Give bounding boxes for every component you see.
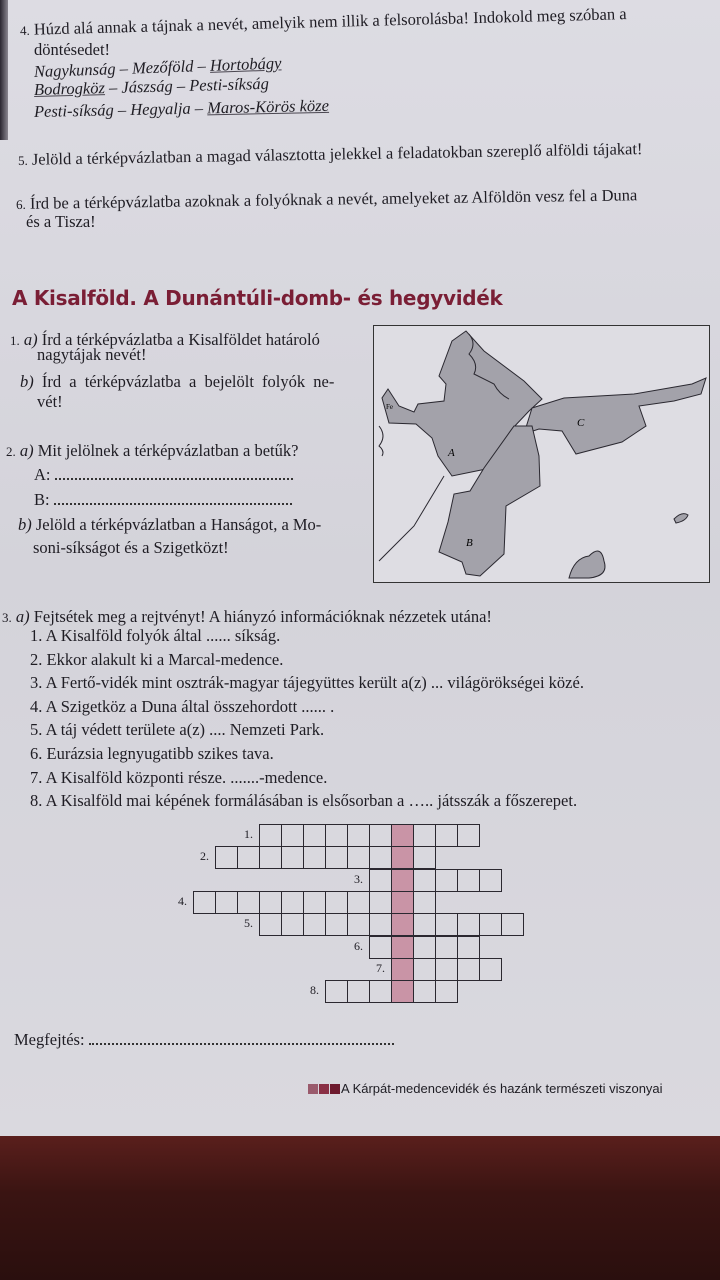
clue-item: 3. A Fertő-vidék mint osztrák-magyar tájegyüttes került a(z) ... világörökségei közé. xyxy=(30,673,584,693)
crossword-row-number: 6. xyxy=(354,938,363,953)
sub-label: b) xyxy=(18,515,32,534)
crossword-cell[interactable] xyxy=(369,846,392,869)
crossword-cell[interactable] xyxy=(215,846,238,869)
task4-text: Húzd alá annak a tájnak a nevét, amelyik nem illik a felsorolásba! Indokold meg szóban a xyxy=(33,4,627,39)
crossword-cell[interactable] xyxy=(325,913,348,936)
crossword-cell[interactable] xyxy=(369,869,392,892)
crossword-solution-cell[interactable] xyxy=(391,980,414,1003)
crossword-row-number: 1. xyxy=(244,827,253,841)
crossword-cell[interactable] xyxy=(303,846,326,869)
option: Pesti-síkság xyxy=(188,73,270,95)
footer-square-icon xyxy=(308,1084,318,1094)
option: Mezőföld xyxy=(131,56,194,78)
q2b-line2: soni-síkságot és a Szigetközt! xyxy=(33,538,229,557)
sub-label: a) xyxy=(19,441,34,460)
task-number: 4. xyxy=(19,22,30,38)
crossword-cell[interactable] xyxy=(325,824,348,847)
book-spine-shadow xyxy=(0,0,8,140)
crossword-cell[interactable] xyxy=(413,958,436,981)
crossword-cell[interactable] xyxy=(281,913,304,936)
option-underlined: Bodrogköz xyxy=(33,78,106,99)
crossword-cell[interactable] xyxy=(325,980,348,1003)
crossword-cell[interactable] xyxy=(237,846,260,869)
crossword-cell[interactable] xyxy=(413,913,436,936)
map-label-a: A xyxy=(448,447,455,459)
crossword-row-number: 8. xyxy=(310,983,319,998)
solution-row[interactable] xyxy=(14,1030,394,1050)
page-footer xyxy=(308,1081,663,1096)
crossword-cell[interactable] xyxy=(413,846,436,869)
separator: – xyxy=(113,99,131,120)
river-west xyxy=(379,426,383,456)
map-svg xyxy=(374,326,709,582)
crossword-cell[interactable] xyxy=(325,846,348,869)
crossword-cell[interactable] xyxy=(347,913,370,936)
footer-squares xyxy=(308,1081,341,1096)
footer-square-icon xyxy=(330,1084,340,1094)
option: Hegyalja xyxy=(130,98,191,119)
crossword-cell[interactable] xyxy=(457,958,480,981)
sub-label: a) xyxy=(15,607,30,626)
option: Jászság xyxy=(121,76,173,97)
separator: – xyxy=(190,98,208,118)
crossword-cell[interactable] xyxy=(325,891,348,914)
separator: – xyxy=(104,77,122,98)
field-label: A: xyxy=(34,465,51,484)
q2a-text: Mit jelölnek a térképvázlatban a betűk? xyxy=(37,441,299,460)
solution-label: Megfejtés: xyxy=(14,1030,85,1049)
crossword-cell[interactable] xyxy=(369,913,392,936)
table-surface xyxy=(0,1136,720,1280)
crossword-row-number: 3. xyxy=(354,871,363,886)
crossword-row-number: 5. xyxy=(244,916,253,931)
separator: – xyxy=(115,58,133,79)
crossword-cell[interactable] xyxy=(457,936,480,959)
crossword-cell[interactable] xyxy=(435,980,458,1003)
crossword-cell[interactable] xyxy=(215,891,238,914)
q1a-line2: nagytájak nevét! xyxy=(37,345,147,364)
crossword-cell[interactable] xyxy=(303,891,326,914)
task-number: 1. xyxy=(10,333,20,348)
q2b-line1 xyxy=(18,515,321,535)
crossword-cell[interactable] xyxy=(435,936,458,959)
lake xyxy=(674,514,688,523)
map-label-fe: Fe xyxy=(386,403,393,411)
option-underlined: Maros-Körös köze xyxy=(206,95,330,118)
crossword-cell[interactable] xyxy=(347,846,370,869)
region-c xyxy=(524,378,706,454)
crossword-cell[interactable] xyxy=(259,846,282,869)
crossword-cell[interactable] xyxy=(369,824,392,847)
crossword-cell[interactable] xyxy=(303,913,326,936)
crossword-solution-cell[interactable] xyxy=(391,846,414,869)
crossword-solution-cell[interactable] xyxy=(391,913,414,936)
crossword-cell[interactable] xyxy=(259,913,282,936)
q2b-text: Jelöld a térképvázlatban a Hanságot, a Mo- xyxy=(35,515,322,534)
crossword-cell[interactable] xyxy=(435,869,458,892)
crossword-solution-cell[interactable] xyxy=(391,891,414,914)
crossword-solution-cell[interactable] xyxy=(391,958,414,981)
crossword-cell[interactable] xyxy=(369,936,392,959)
crossword-cell[interactable] xyxy=(435,824,458,847)
q2a xyxy=(6,441,298,461)
option: Nagykunság xyxy=(33,59,116,81)
crossword-cell[interactable] xyxy=(347,824,370,847)
clue-item: 7. A Kisalföld központi része. .......-medence. xyxy=(30,767,328,787)
crossword-cell[interactable] xyxy=(193,891,216,914)
crossword-cell[interactable] xyxy=(369,980,392,1003)
dotted-line xyxy=(54,491,292,505)
crossword-cell[interactable] xyxy=(479,958,502,981)
q3-intro xyxy=(2,607,492,627)
crossword-cell[interactable] xyxy=(457,824,480,847)
crossword-cell[interactable] xyxy=(501,913,524,936)
crossword-cell[interactable] xyxy=(281,824,304,847)
crossword-cell[interactable] xyxy=(237,891,260,914)
crossword-cell[interactable] xyxy=(435,913,458,936)
clue-item: 8. A Kisalföld mai képének formálásában is elsősorban a ….. játsszák a főszerepet. xyxy=(30,791,578,811)
crossword-row-number: 7. xyxy=(376,960,385,975)
crossword-cell[interactable] xyxy=(413,936,436,959)
task4-line2: döntésedet! xyxy=(34,40,111,59)
crossword-cell[interactable] xyxy=(413,824,436,847)
crossword-solution-cell[interactable] xyxy=(391,869,414,892)
task6-line2: és a Tisza! xyxy=(26,212,96,231)
crossword-cell[interactable] xyxy=(303,824,326,847)
field-label: B: xyxy=(34,490,50,509)
crossword-row-number: 2. xyxy=(200,849,209,864)
crossword-cell[interactable] xyxy=(413,869,436,892)
crossword-cell[interactable] xyxy=(281,846,304,869)
crossword-solution-cell[interactable] xyxy=(391,936,414,959)
footer-text: A Kárpát-medencevidék és hazánk természeti viszonyai xyxy=(341,1081,663,1096)
solution-dotted-line xyxy=(89,1031,394,1045)
crossword-cell[interactable] xyxy=(435,958,458,981)
q1b-line2: vét! xyxy=(37,392,63,411)
crossword-cell[interactable] xyxy=(259,824,282,847)
crossword-cell[interactable] xyxy=(347,891,370,914)
crossword-cell[interactable] xyxy=(457,869,480,892)
crossword-cell[interactable] xyxy=(479,913,502,936)
answer-field-a[interactable] xyxy=(34,465,293,485)
lake-south xyxy=(569,551,605,578)
section-title: A Kisalföld. A Dunántúli-domb- és hegyvidék xyxy=(12,286,503,310)
footer-square-icon xyxy=(319,1084,329,1094)
task-number: 5. xyxy=(17,152,28,168)
separator: – xyxy=(172,75,190,96)
crossword-solution-cell[interactable] xyxy=(391,824,414,847)
separator: – xyxy=(193,55,211,76)
task5-text: Jelöld a térképvázlatban a magad választotta jelekkel a feladatokban szereplő alföldi tájakat! xyxy=(31,139,643,169)
dotted-line xyxy=(55,466,293,480)
crossword-cell[interactable] xyxy=(347,980,370,1003)
crossword-cell[interactable] xyxy=(413,980,436,1003)
clue-item: 2. Ekkor alakult ki a Marcal-medence. xyxy=(30,649,284,669)
option: Pesti-síkság xyxy=(33,100,114,121)
option-underlined: Hortobágy xyxy=(209,53,282,75)
task-number: 2. xyxy=(6,444,16,459)
clue-item: 1. A Kisalföld folyók által ...... síkság. xyxy=(30,626,281,645)
q1a-text: Írd a térképvázlatba a Kisalföldet határoló xyxy=(41,330,320,349)
clue-item: 5. A táj védett területe a(z) .... Nemzeti Park. xyxy=(30,720,325,740)
map-label-c: C xyxy=(577,417,585,429)
task-number: 3. xyxy=(2,610,12,625)
crossword-cell[interactable] xyxy=(479,869,502,892)
sketch-map xyxy=(373,325,710,583)
crossword-cell[interactable] xyxy=(413,891,436,914)
crossword-cell[interactable] xyxy=(281,891,304,914)
task-number: 6. xyxy=(15,196,26,212)
crossword-cell[interactable] xyxy=(457,913,480,936)
sub-label: a) xyxy=(23,330,38,349)
river xyxy=(379,476,444,561)
answer-field-b[interactable] xyxy=(34,490,292,510)
clue-item: 6. Eurázsia legnyugatibb szikes tava. xyxy=(30,744,274,763)
q1b-line1 xyxy=(20,372,334,392)
q3-intro-text: Fejtsétek meg a rejtvényt! A hiányzó információknak nézzetek utána! xyxy=(33,607,492,626)
crossword-cell[interactable] xyxy=(369,891,392,914)
crossword-cell[interactable] xyxy=(259,891,282,914)
crossword-row-number: 4. xyxy=(178,893,187,908)
clue-item: 4. A Szigetköz a Duna által összehordott ...... . xyxy=(30,696,335,716)
map-label-b: B xyxy=(466,537,473,549)
sub-label: b) xyxy=(20,372,34,391)
task6-text: Írd be a térképvázlatba azoknak a folyóknak a nevét, amelyeket az Alföldön vesz fel a Duna xyxy=(29,185,638,213)
q1b-text: Írd a térképvázlatba a bejelölt folyók ne- xyxy=(41,372,335,391)
